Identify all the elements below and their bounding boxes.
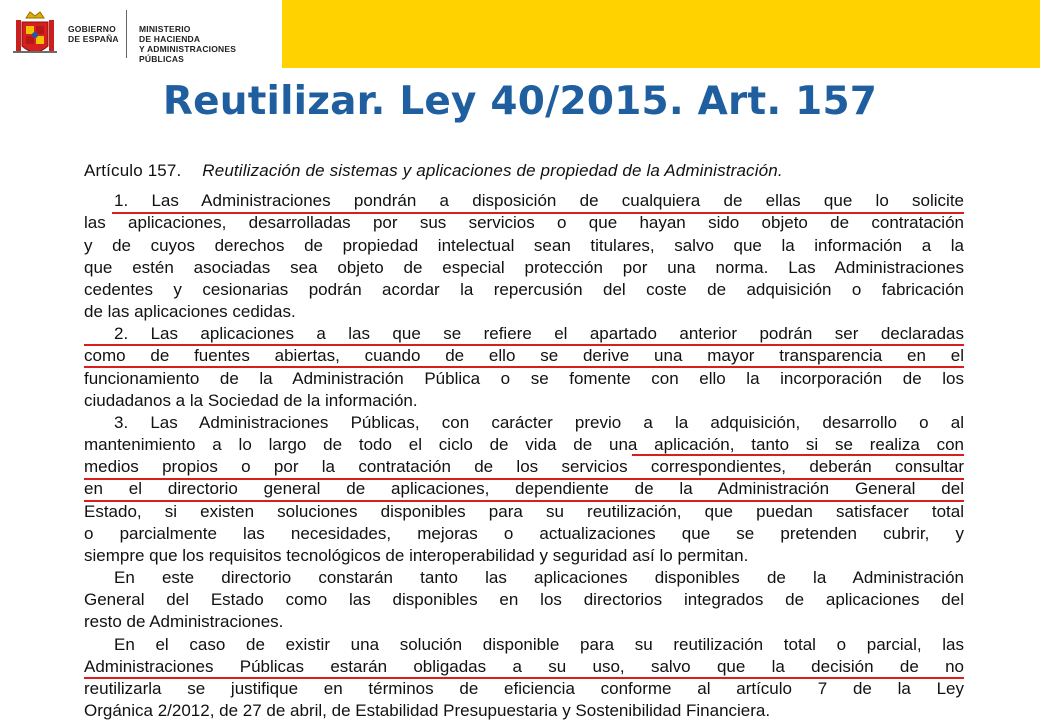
article-157-excerpt [84, 160, 964, 720]
paragraph-3-line-7: siempre que los requisitos tecnológicos de interoperabilidad y seguridad así lo permitan. [84, 546, 749, 565]
paragraph-3-line-3: medios propios o por la contratación de los servicios correspondientes, deberán consultar [84, 457, 964, 476]
highlight-line-paragraph-5 [84, 677, 964, 679]
government-name: GOBIERNO DE ESPAÑA [68, 24, 119, 44]
highlight-line-paragraph-3-a [632, 454, 964, 456]
paragraph-1-line-3: y de cuyos derechos de propiedad intelectual sean titulares, salvo que la información a la [84, 236, 964, 255]
highlight-line-paragraph-3-c [84, 500, 964, 502]
article-heading-text: Reutilización de sistemas y aplicaciones de propiedad de la Administración. [202, 161, 783, 180]
paragraph-3-line-4: en el directorio general de aplicaciones, dependiente de la Administración General del [84, 479, 964, 498]
logo-divider [126, 10, 127, 58]
paragraph-2-line-4: ciudadanos a la Sociedad de la información. [84, 391, 418, 410]
ministry-header-band [0, 0, 1040, 68]
paragraph-2-line-2: como de fuentes abiertas, cuando de ello se derive una mayor transparencia en el [84, 346, 964, 365]
paragraph-1-line-4: que estén asociadas sea objeto de especial protección por una norma. Las Administraciones [84, 258, 964, 277]
paragraph-1-line-2: las aplicaciones, desarrolladas por sus servicios o que hayan sido objeto de contratación [84, 213, 964, 232]
paragraph-1-line-1: 1. Las Administraciones pondrán a disposición de cualquiera de ellas que lo solicite [114, 191, 964, 210]
paragraph-3-line-1: 3. Las Administraciones Públicas, con carácter previo a la adquisición, desarrollo o al [114, 413, 964, 432]
government-logo [0, 0, 282, 68]
article-number: Artículo 157. [84, 161, 182, 180]
paragraph-3-line-5: Estado, si existen soluciones disponibles para su reutilización, que puedan satisfacer total [84, 502, 964, 521]
page-title: Reutilizar. Ley 40/2015. Art. 157 [162, 79, 878, 124]
paragraph-3-line-6: o parcialmente las necesidades, mejoras o actualizaciones que se pretenden cubrir, y [84, 524, 964, 543]
paragraph-5-line-3: reutilizarla se justifique en términos de eficiencia conforme al artículo 7 de la Ley [84, 679, 964, 698]
paragraph-3-line-2: mantenimiento a lo largo de todo el ciclo de vida de una aplicación, tanto si se realiza con [84, 435, 964, 454]
paragraph-2-line-1: 2. Las aplicaciones a las que se refiere el apartado anterior podrán ser declaradas [114, 324, 964, 343]
highlight-line-paragraph-1 [112, 212, 964, 214]
highlight-line-paragraph-2-a [84, 344, 964, 346]
paragraph-5-line-4: Orgánica 2/2012, de 27 de abril, de Estabilidad Presupuestaria y Sostenibilidad Financiera. [84, 701, 771, 720]
paragraph-4-line-2: General del Estado como las disponibles en los directorios integrados de aplicaciones del [84, 590, 964, 609]
paragraph-5-line-1: En el caso de existir una solución disponible para su reutilización total o parcial, las [114, 635, 964, 654]
spanish-coat-of-arms-icon [8, 8, 62, 60]
paragraph-1-line-6: de las aplicaciones cedidas. [84, 302, 296, 321]
paragraph-5-line-2: Administraciones Públicas estarán obligadas a su uso, salvo que la decisión de no [84, 657, 964, 676]
highlight-line-paragraph-2-b [84, 366, 964, 368]
paragraph-4-line-3: resto de Administraciones. [84, 612, 284, 631]
article-heading [84, 160, 964, 182]
paragraph-1-line-5: cedentes y cesionarias podrán acordar la repercusión del coste de adquisición o fabricación [84, 280, 964, 299]
paragraph-4-line-1: En este directorio constarán tanto las aplicaciones disponibles de la Administración [114, 568, 964, 587]
highlight-line-paragraph-3-b [84, 478, 964, 480]
paragraph-2-line-3: funcionamiento de la Administración Pública o se fomente con ello la incorporación de los [84, 369, 964, 388]
ministry-name: MINISTERIO DE HACIENDA Y ADMINISTRACIONES PÚBLICAS [139, 24, 237, 64]
